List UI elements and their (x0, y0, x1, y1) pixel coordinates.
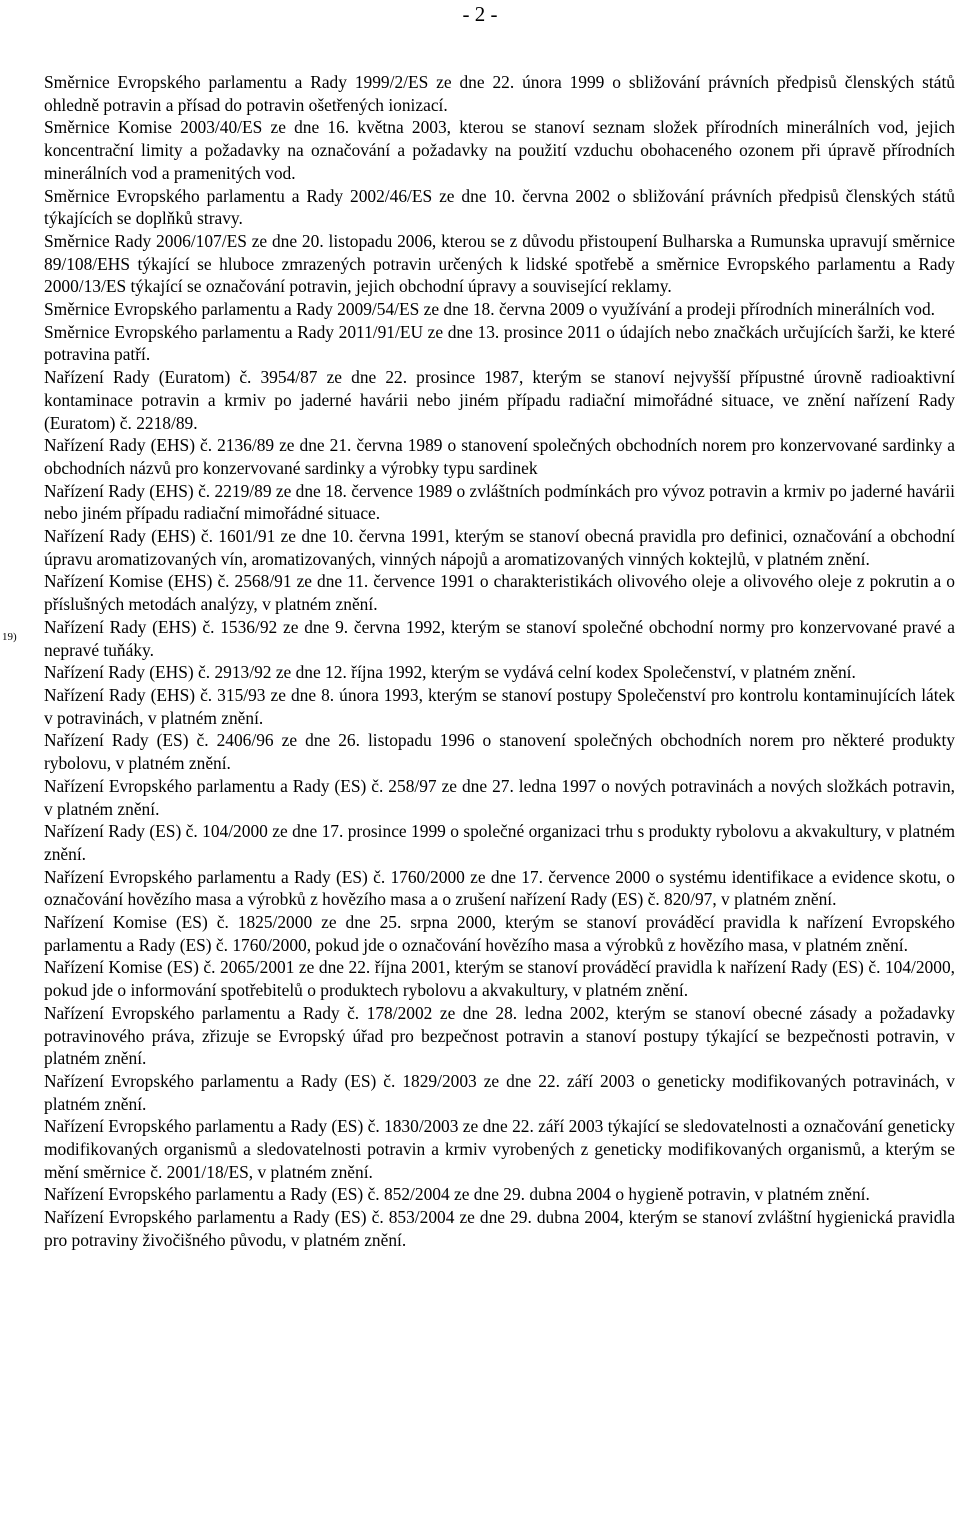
reference-item: Nařízení Rady (EHS) č. 315/93 ze dne 8. února 1993, kterým se stanoví postupy Společenství pro kontrolu kontaminujících látek v potravinách, v platném znění. (44, 684, 955, 728)
reference-item: Směrnice Evropského parlamentu a Rady 2002/46/ES ze dne 10. června 2002 o sbližování právních předpisů členských států týkajících se doplňků stravy. (44, 185, 955, 229)
reference-item: Nařízení Rady (EHS) č. 2136/89 ze dne 21. června 1989 o stanovení společných obchodních norem pro konzervované sardinky a obchodních názvů pro konzervované sardinky a výrobky typu sardinek (44, 435, 955, 478)
reference-list (44, 71, 955, 1252)
reference-item: Nařízení Evropského parlamentu a Rady (ES) č. 258/97 ze dne 27. ledna 1997 o nových potravinách a nových složkách potravin, v platném znění. (44, 775, 955, 819)
reference-item: Nařízení Evropského parlamentu a Rady č. 178/2002 ze dne 28. ledna 2002, kterým se stanoví obecné zásady a požadavky potravinového práva, zřizuje se Evropský úřad pro bezpečnost potravin a stanoví postupy týkající se bezpečnosti potravin, v platném znění. (44, 1002, 955, 1069)
reference-item: Nařízení Evropského parlamentu a Rady (ES) č. 1829/2003 ze dne 22. září 2003 o geneticky modifikovaných potravinách, v platném znění. (44, 1070, 955, 1114)
reference-item: Nařízení Evropského parlamentu a Rady (ES) č. 1760/2000 ze dne 17. července 2000 o systému identifikace a evidence skotu, o označování hovězího masa a výrobků z hovězího masa a o zrušení nařízení Rady (ES) č. 820/97, v platném znění. (44, 866, 955, 910)
reference-item: Nařízení Rady (EHS) č. 2913/92 ze dne 12. října 1992, kterým se vydává celní kodex Společenství, v platném znění. (44, 662, 856, 683)
reference-item: Nařízení Rady (EHS) č. 1536/92 ze dne 9. června 1992, kterým se stanoví společné obchodní normy pro konzervované pravé a nepravé tuňáky. (44, 616, 955, 660)
reference-item: Nařízení Rady (ES) č. 104/2000 ze dne 17. prosince 1999 o společné organizaci trhu s produkty rybolovu a akvakultury, v platném znění. (44, 821, 955, 864)
reference-item: Směrnice Rady 2006/107/ES ze dne 20. listopadu 2006, kterou se z důvodu přistoupení Bulharska a Rumunska upravují směrnice 89/108/EHS týkající se hluboce zmrazených potravin určených k lidské spotřebě a směrnice Evropského parlamentu a Rady 2000/13/ES týkající se označování potravin, jejich obchodní úpravy a související reklamy. (44, 230, 955, 297)
reference-item: Nařízení Evropského parlamentu a Rady (ES) č. 853/2004 ze dne 29. dubna 2004, kterým se stanoví zvláštní hygienická pravidla pro potraviny živočišného původu, v platném znění. (44, 1207, 955, 1250)
reference-item: Směrnice Evropského parlamentu a Rady 2011/91/EU ze dne 13. prosince 2011 o údajích nebo značkách určujících šarži, ke které potravina patří. (44, 321, 955, 365)
reference-item: Směrnice Evropského parlamentu a Rady 2009/54/ES ze dne 18. června 2009 o využívání a prodeji přírodních minerálních vod. (44, 299, 936, 320)
reference-item: Nařízení Komise (EHS) č. 2568/91 ze dne 11. července 1991 o charakteristikách olivového oleje a olivového oleje z pokrutin a o příslušných metodách analýzy, v platném znění. (44, 571, 955, 615)
reference-item: Nařízení Rady (EHS) č. 2219/89 ze dne 18. července 1989 o zvláštních podmínkách pro vývoz potravin a krmiv po jaderné havárii nebo jiném případu radiační mimořádné situace. (44, 480, 955, 524)
reference-item: Nařízení Rady (EHS) č. 1601/91 ze dne 10. června 1991, kterým se stanoví obecná pravidla pro definici, označování a obchodní úpravu aromatizovaných vín, aromatizovaných, vinných nápojů a aromatizovaných vinných koktejlů, v platném znění. (44, 526, 955, 569)
reference-item: Nařízení Komise (ES) č. 1825/2000 ze dne 25. srpna 2000, kterým se stanoví prováděcí pravidla k nařízení Evropského parlamentu a Rady (ES) č. 1760/2000, pokud jde o označování hovězího masa a výrobků z hovězího masa, v platném znění. (44, 912, 955, 955)
page-number: - 2 - (462, 2, 498, 26)
reference-item: Nařízení Komise (ES) č. 2065/2001 ze dne 22. října 2001, kterým se stanoví prováděcí pravidla k nařízení Rady (ES) č. 104/2000, pokud jde o informování spotřebitelů o produktech rybolovu a akvakultury, v platném znění. (44, 957, 955, 1001)
footnote-marker: 19) (2, 631, 17, 643)
reference-item: Nařízení Rady (ES) č. 2406/96 ze dne 26. listopadu 1996 o stanovení společných obchodních norem pro některé produkty rybolovu, v platném znění. (44, 730, 955, 774)
reference-item: Směrnice Komise 2003/40/ES ze dne 16. května 2003, kterou se stanoví seznam složek přírodních minerálních vod, jejich koncentrační limity a požadavky na označování a požadavky na použití vzduchu obohaceného ozonem při úpravě přírodních minerálních vod a pramenitých vod. (44, 117, 955, 183)
reference-item: Směrnice Evropského parlamentu a Rady 1999/2/ES ze dne 22. února 1999 o sbližování právních předpisů členských států ohledně potravin a přísad do potravin ošetřených ionizací. (44, 72, 955, 115)
reference-item: Nařízení Evropského parlamentu a Rady (ES) č. 1830/2003 ze dne 22. září 2003 týkající se sledovatelnosti a označování geneticky modifikovaných organismů a sledovatelnosti potravin a krmiv vyrobených z geneticky modifikovaných organismů, a kterým se mění směrnice č. 2001/18/ES, v platném znění. (44, 1116, 955, 1182)
reference-item: Nařízení Rady (Euratom) č. 3954/87 ze dne 22. prosince 1987, kterým se stanoví nejvyšší přípustné úrovně radioaktivní kontaminace potravin a krmiv po jaderné havárii nebo jiném případu radiační mimořádné situace, ve znění nařízení Rady (Euratom) č. 2218/89. (44, 367, 955, 433)
reference-item: Nařízení Evropského parlamentu a Rady (ES) č. 852/2004 ze dne 29. dubna 2004 o hygieně potravin, v platném znění. (44, 1184, 870, 1205)
